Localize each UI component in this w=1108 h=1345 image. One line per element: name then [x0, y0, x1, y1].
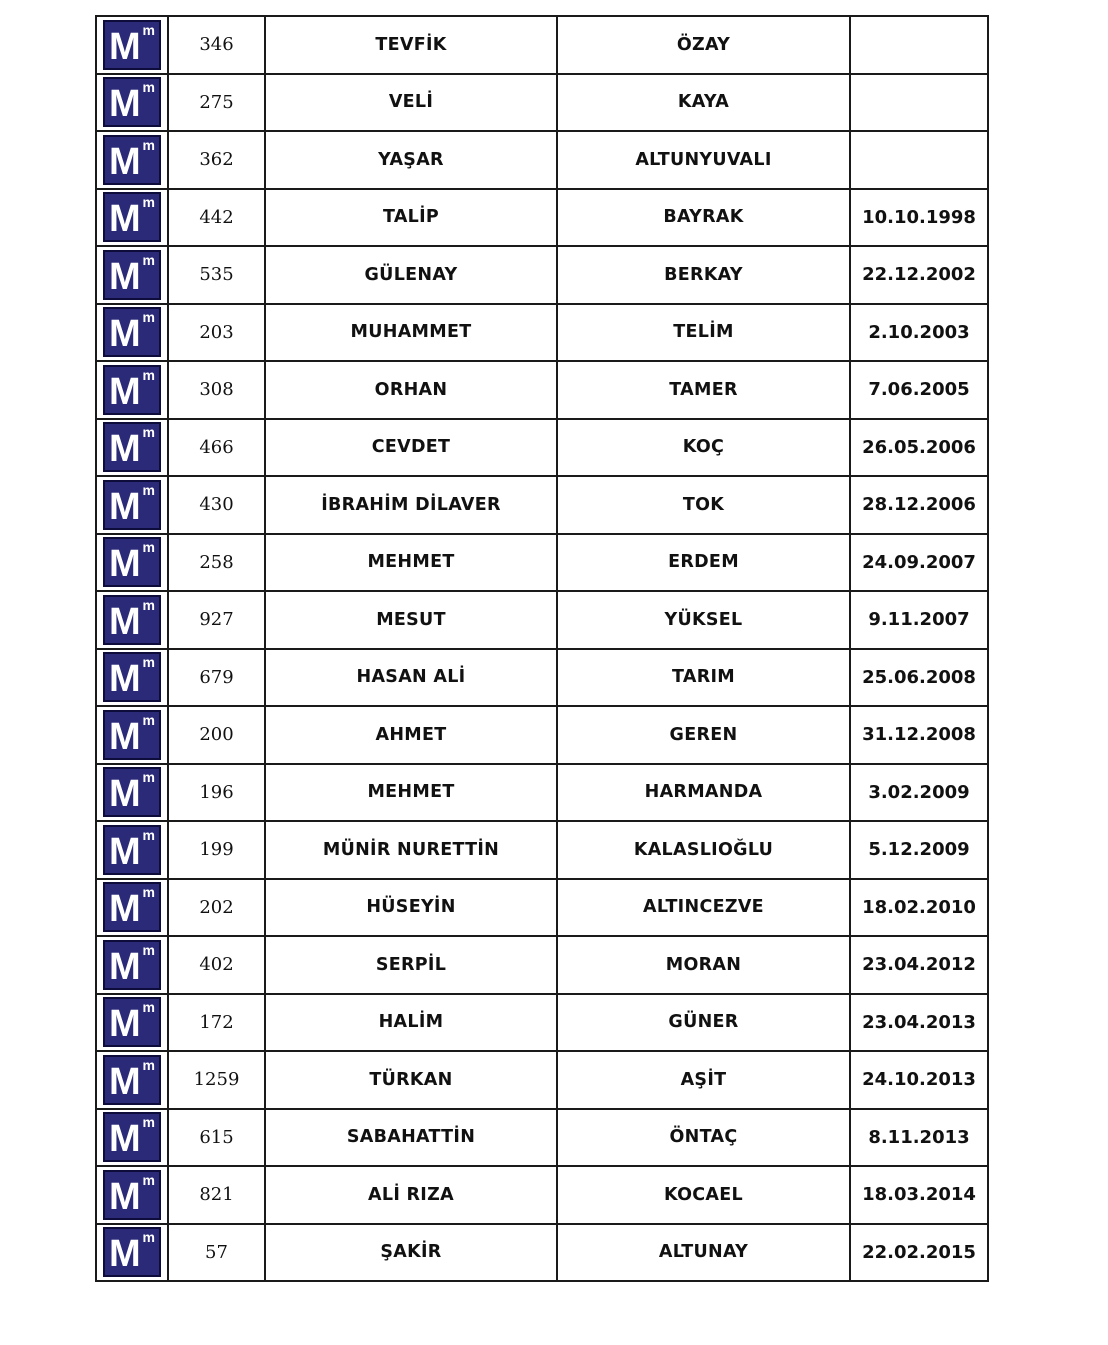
member-number: 402 — [168, 936, 265, 994]
date — [850, 74, 988, 132]
table-row — [96, 994, 988, 1052]
logo-letter-big: M — [109, 83, 141, 126]
date: 23.04.2013 — [850, 994, 988, 1052]
mm-logo-icon — [103, 1112, 161, 1162]
logo-letter-small: m — [142, 1114, 155, 1131]
last-name: GEREN — [557, 706, 850, 764]
member-number: 172 — [168, 994, 265, 1052]
first-name: SABAHATTİN — [265, 1109, 557, 1167]
date: 18.02.2010 — [850, 879, 988, 937]
logo-letter-big: M — [109, 600, 141, 643]
last-name: HARMANDA — [557, 764, 850, 822]
member-number: 200 — [168, 706, 265, 764]
logo-letter-small: m — [142, 769, 155, 786]
first-name: TEVFİK — [265, 16, 557, 74]
first-name: HALİM — [265, 994, 557, 1052]
logo-cell — [96, 534, 168, 592]
table-row — [96, 74, 988, 132]
logo-cell — [96, 189, 168, 247]
first-name: ŞAKİR — [265, 1224, 557, 1282]
logo-cell — [96, 16, 168, 74]
logo-letter-small: m — [142, 999, 155, 1016]
mm-logo-icon — [103, 1170, 161, 1220]
table-row — [96, 1109, 988, 1167]
mm-logo-icon — [103, 1055, 161, 1105]
first-name: MUHAMMET — [265, 304, 557, 362]
logo-letter-big: M — [109, 255, 141, 298]
mm-logo-icon — [103, 192, 161, 242]
last-name: BAYRAK — [557, 189, 850, 247]
logo-letter-small: m — [142, 884, 155, 901]
logo-cell — [96, 764, 168, 822]
member-number: 196 — [168, 764, 265, 822]
mm-logo-icon — [103, 652, 161, 702]
members-table-body — [96, 16, 988, 1281]
logo-cell — [96, 419, 168, 477]
last-name: ALTUNYUVALI — [557, 131, 850, 189]
first-name: MÜNİR NURETTİN — [265, 821, 557, 879]
logo-letter-small: m — [142, 194, 155, 211]
first-name: HASAN ALİ — [265, 649, 557, 707]
mm-logo-icon — [103, 767, 161, 817]
date: 23.04.2012 — [850, 936, 988, 994]
logo-cell — [96, 994, 168, 1052]
logo-letter-big: M — [109, 1175, 141, 1218]
mm-logo-icon — [103, 825, 161, 875]
mm-logo-icon — [103, 1227, 161, 1277]
logo-cell — [96, 649, 168, 707]
member-number: 308 — [168, 361, 265, 419]
member-number: 821 — [168, 1166, 265, 1224]
members-table — [95, 15, 989, 1282]
date: 7.06.2005 — [850, 361, 988, 419]
logo-letter-small: m — [142, 539, 155, 556]
first-name: ORHAN — [265, 361, 557, 419]
logo-letter-small: m — [142, 826, 155, 843]
last-name: KALASLIOĞLU — [557, 821, 850, 879]
last-name: TOK — [557, 476, 850, 534]
mm-logo-icon — [103, 422, 161, 472]
logo-letter-small: m — [142, 711, 155, 728]
mm-logo-icon — [103, 365, 161, 415]
mm-logo-icon — [103, 537, 161, 587]
last-name: TARIM — [557, 649, 850, 707]
first-name: GÜLENAY — [265, 246, 557, 304]
first-name: HÜSEYİN — [265, 879, 557, 937]
first-name: SERPİL — [265, 936, 557, 994]
logo-letter-small: m — [142, 309, 155, 326]
table-row — [96, 706, 988, 764]
logo-letter-big: M — [109, 485, 141, 528]
logo-letter-big: M — [109, 140, 141, 183]
logo-letter-big: M — [109, 773, 141, 816]
mm-logo-icon — [103, 77, 161, 127]
logo-letter-big: M — [109, 715, 141, 758]
date: 24.09.2007 — [850, 534, 988, 592]
date: 22.02.2015 — [850, 1224, 988, 1282]
member-number: 57 — [168, 1224, 265, 1282]
table-row — [96, 16, 988, 74]
table-row — [96, 304, 988, 362]
first-name: İBRAHİM DİLAVER — [265, 476, 557, 534]
mm-logo-icon — [103, 250, 161, 300]
last-name: KOÇ — [557, 419, 850, 477]
logo-letter-small: m — [142, 366, 155, 383]
table-row — [96, 189, 988, 247]
last-name: ERDEM — [557, 534, 850, 592]
member-number: 203 — [168, 304, 265, 362]
logo-letter-big: M — [109, 1233, 141, 1276]
date: 22.12.2002 — [850, 246, 988, 304]
date: 24.10.2013 — [850, 1051, 988, 1109]
logo-cell — [96, 1109, 168, 1167]
first-name: ALİ RIZA — [265, 1166, 557, 1224]
date: 9.11.2007 — [850, 591, 988, 649]
logo-letter-big: M — [109, 428, 141, 471]
logo-letter-small: m — [142, 251, 155, 268]
logo-letter-big: M — [109, 198, 141, 241]
member-number: 362 — [168, 131, 265, 189]
logo-cell — [96, 1224, 168, 1282]
date: 10.10.1998 — [850, 189, 988, 247]
table-row — [96, 879, 988, 937]
logo-letter-small: m — [142, 481, 155, 498]
mm-logo-icon — [103, 20, 161, 70]
table-row — [96, 476, 988, 534]
member-number: 275 — [168, 74, 265, 132]
first-name: CEVDET — [265, 419, 557, 477]
logo-cell — [96, 476, 168, 534]
logo-letter-big: M — [109, 25, 141, 68]
logo-cell — [96, 1051, 168, 1109]
logo-letter-small: m — [142, 136, 155, 153]
logo-letter-big: M — [109, 370, 141, 413]
member-number: 615 — [168, 1109, 265, 1167]
table-row — [96, 534, 988, 592]
table-row — [96, 419, 988, 477]
logo-cell — [96, 74, 168, 132]
logo-cell — [96, 821, 168, 879]
logo-letter-small: m — [142, 596, 155, 613]
last-name: KOCAEL — [557, 1166, 850, 1224]
member-number: 466 — [168, 419, 265, 477]
member-number: 442 — [168, 189, 265, 247]
table-row — [96, 936, 988, 994]
date — [850, 16, 988, 74]
date — [850, 131, 988, 189]
table-row — [96, 246, 988, 304]
member-number: 199 — [168, 821, 265, 879]
logo-cell — [96, 936, 168, 994]
logo-letter-small: m — [142, 1056, 155, 1073]
logo-letter-small: m — [142, 21, 155, 38]
logo-letter-big: M — [109, 658, 141, 701]
date: 31.12.2008 — [850, 706, 988, 764]
logo-letter-big: M — [109, 1003, 141, 1046]
date: 8.11.2013 — [850, 1109, 988, 1167]
mm-logo-icon — [103, 135, 161, 185]
date: 2.10.2003 — [850, 304, 988, 362]
table-row — [96, 1051, 988, 1109]
first-name: VELİ — [265, 74, 557, 132]
table-row — [96, 1224, 988, 1282]
logo-letter-small: m — [142, 424, 155, 441]
last-name: YÜKSEL — [557, 591, 850, 649]
member-number: 258 — [168, 534, 265, 592]
logo-letter-small: m — [142, 654, 155, 671]
date: 5.12.2009 — [850, 821, 988, 879]
last-name: ALTINCEZVE — [557, 879, 850, 937]
mm-logo-icon — [103, 940, 161, 990]
logo-cell — [96, 361, 168, 419]
logo-letter-big: M — [109, 1118, 141, 1161]
table-row — [96, 764, 988, 822]
logo-cell — [96, 1166, 168, 1224]
last-name: ÖZAY — [557, 16, 850, 74]
logo-letter-small: m — [142, 79, 155, 96]
first-name: MESUT — [265, 591, 557, 649]
table-row — [96, 649, 988, 707]
mm-logo-icon — [103, 307, 161, 357]
logo-letter-big: M — [109, 543, 141, 586]
first-name: AHMET — [265, 706, 557, 764]
member-number: 679 — [168, 649, 265, 707]
logo-cell — [96, 304, 168, 362]
logo-letter-big: M — [109, 313, 141, 356]
table-row — [96, 361, 988, 419]
member-number: 430 — [168, 476, 265, 534]
mm-logo-icon — [103, 480, 161, 530]
member-number: 535 — [168, 246, 265, 304]
table-row — [96, 1166, 988, 1224]
first-name: TALİP — [265, 189, 557, 247]
logo-cell — [96, 879, 168, 937]
logo-cell — [96, 246, 168, 304]
table-row — [96, 131, 988, 189]
logo-letter-small: m — [142, 1229, 155, 1246]
last-name: TAMER — [557, 361, 850, 419]
member-number: 346 — [168, 16, 265, 74]
date: 26.05.2006 — [850, 419, 988, 477]
date: 18.03.2014 — [850, 1166, 988, 1224]
logo-letter-big: M — [109, 888, 141, 931]
table-row — [96, 591, 988, 649]
first-name: TÜRKAN — [265, 1051, 557, 1109]
last-name: ALTUNAY — [557, 1224, 850, 1282]
mm-logo-icon — [103, 710, 161, 760]
member-number: 202 — [168, 879, 265, 937]
date: 3.02.2009 — [850, 764, 988, 822]
logo-letter-big: M — [109, 830, 141, 873]
logo-letter-small: m — [142, 941, 155, 958]
last-name: BERKAY — [557, 246, 850, 304]
logo-letter-big: M — [109, 1060, 141, 1103]
logo-cell — [96, 131, 168, 189]
first-name: MEHMET — [265, 534, 557, 592]
logo-letter-big: M — [109, 945, 141, 988]
logo-letter-small: m — [142, 1171, 155, 1188]
member-number: 1259 — [168, 1051, 265, 1109]
date: 28.12.2006 — [850, 476, 988, 534]
first-name: MEHMET — [265, 764, 557, 822]
last-name: AŞİT — [557, 1051, 850, 1109]
last-name: TELİM — [557, 304, 850, 362]
mm-logo-icon — [103, 997, 161, 1047]
mm-logo-icon — [103, 882, 161, 932]
last-name: ÖNTAÇ — [557, 1109, 850, 1167]
member-number: 927 — [168, 591, 265, 649]
date: 25.06.2008 — [850, 649, 988, 707]
last-name: KAYA — [557, 74, 850, 132]
table-row — [96, 821, 988, 879]
first-name: YAŞAR — [265, 131, 557, 189]
last-name: MORAN — [557, 936, 850, 994]
logo-cell — [96, 591, 168, 649]
last-name: GÜNER — [557, 994, 850, 1052]
mm-logo-icon — [103, 595, 161, 645]
logo-cell — [96, 706, 168, 764]
